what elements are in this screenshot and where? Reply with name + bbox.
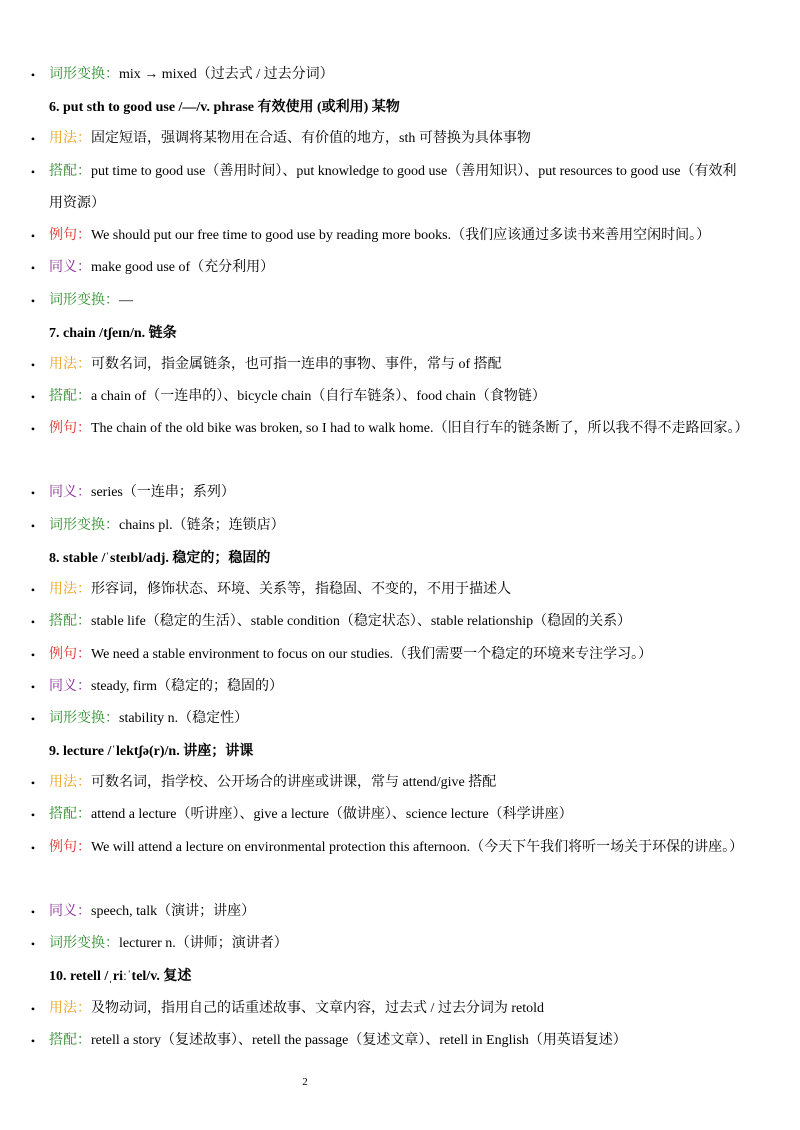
list-item — [30, 639, 749, 671]
list-item — [30, 832, 749, 864]
item-text: chains pl.（链条；连锁店） — [119, 518, 285, 533]
list-item — [30, 413, 749, 445]
bullet-icon: • — [30, 1034, 36, 1048]
collocation-label: 搭配： — [49, 614, 91, 629]
item-text: speech, talk（演讲；讲座） — [91, 904, 256, 919]
bullet-icon: • — [30, 390, 36, 404]
bullet-icon: • — [30, 519, 36, 533]
example-label: 例句： — [49, 840, 91, 855]
list-item — [30, 252, 749, 284]
usage-label: 用法： — [49, 582, 91, 597]
list-item — [30, 928, 749, 960]
bullet-icon: • — [30, 776, 36, 790]
collocation-label: 搭配： — [49, 807, 91, 822]
list-item — [30, 703, 749, 735]
list-item — [30, 477, 749, 509]
bullet-icon: • — [30, 905, 36, 919]
bullet-icon: • — [30, 132, 36, 146]
word-forms-label: 词形变换： — [49, 67, 119, 82]
item-text: series（一连串；系列） — [91, 485, 235, 500]
entry-heading: 8. stable /ˈsteɪbl/adj. 稳定的；稳固的 — [49, 551, 271, 566]
word-forms-label: 词形变换： — [49, 936, 119, 951]
item-text: a chain of（一连串的）、bicycle chain（自行车链条）、food chain（食物链） — [91, 389, 546, 404]
item-text: attend a lecture（听讲座）、give a lecture（做讲座）、science lecture（科学讲座） — [91, 807, 573, 822]
list-item — [30, 896, 749, 928]
bullet-icon: • — [30, 712, 36, 726]
usage-label: 用法： — [49, 1001, 91, 1016]
bullet-icon: • — [30, 841, 36, 855]
item-text: 固定短语，强调将某物用在合适、有价值的地方，sth 可替换为具体事物 — [91, 131, 531, 146]
bullet-icon: • — [30, 294, 36, 308]
item-text: steady, firm（稳定的；稳固的） — [91, 679, 283, 694]
bullet-icon: • — [30, 808, 36, 822]
item-text: 及物动词，指用自己的话重述故事、文章内容，过去式 / 过去分词为 retold — [91, 1001, 545, 1016]
item-text: mix → mixed（过去式 / 过去分词） — [119, 67, 334, 82]
list-item — [30, 59, 749, 91]
synonym-label: 同义： — [49, 260, 91, 275]
bullet-icon: • — [30, 486, 36, 500]
entry-heading: 7. chain /tʃeɪn/n. 链条 — [49, 326, 177, 341]
synonym-label: 同义： — [49, 485, 91, 500]
synonym-label: 同义： — [49, 679, 91, 694]
item-text: stable life（稳定的生活）、stable condition（稳定状态）、stable relationship（稳固的关系） — [91, 614, 632, 629]
bullet-icon: • — [30, 648, 36, 662]
list-item — [30, 123, 749, 155]
entry-heading: 6. put sth to good use /—/v. phrase 有效使用 (或利用) 某物 — [49, 100, 400, 115]
word-forms-label: 词形变换： — [49, 518, 119, 533]
item-text: We should put our free time to good use by reading more books.（我们应该通过多读书来善用空闲时间。） — [91, 228, 711, 243]
list-item — [30, 285, 749, 317]
word-forms-label: 词形变换： — [49, 711, 119, 726]
list-item — [30, 671, 749, 703]
example-label: 例句： — [49, 647, 91, 662]
bullet-icon: • — [30, 615, 36, 629]
item-text: We need a stable environment to focus on our studies.（我们需要一个稳定的环境来专注学习。） — [91, 647, 653, 662]
list-item — [30, 993, 749, 1025]
bullet-icon: • — [30, 680, 36, 694]
collocation-label: 搭配： — [49, 1033, 91, 1048]
usage-label: 用法： — [49, 357, 91, 372]
list-item — [30, 606, 749, 638]
item-text: The chain of the old bike was broken, so I had to walk home.（旧自行车的链条断了，所以我不得不走路回家。） — [91, 421, 749, 436]
list-item — [30, 349, 749, 381]
item-text: 形容词，修饰状态、环境、关系等，指稳固、不变的，不用于描述人 — [91, 582, 511, 597]
example-label: 例句： — [49, 228, 91, 243]
item-text: We will attend a lecture on environmental protection this afternoon.（今天下午我们将听一场关于环保的讲座。） — [91, 840, 744, 855]
bullet-icon: • — [30, 937, 36, 951]
bullet-icon: • — [30, 261, 36, 275]
list-item — [30, 220, 749, 252]
bullet-icon: • — [30, 229, 36, 243]
list-item — [30, 381, 749, 413]
synonym-label: 同义： — [49, 904, 91, 919]
item-text: retell a story（复述故事）、retell the passage（复述文章）、retell in English（用英语复述） — [91, 1033, 627, 1048]
collocation-label: 搭配： — [49, 389, 91, 404]
item-text: make good use of（充分利用） — [91, 260, 275, 275]
item-text: 可数名词，指金属链条，也可指一连串的事物、事件，常与 of 搭配 — [91, 357, 502, 372]
bullet-icon: • — [30, 422, 36, 436]
bullet-icon: • — [30, 583, 36, 597]
bullet-icon: • — [30, 1002, 36, 1016]
item-text: stability n.（稳定性） — [119, 711, 249, 726]
bullet-icon: • — [30, 68, 36, 82]
page-number: 2 — [302, 1076, 308, 1088]
list-item — [30, 767, 749, 799]
item-text: — — [119, 293, 133, 308]
list-item — [30, 799, 749, 831]
list-item — [30, 1025, 749, 1057]
bullet-icon: • — [30, 165, 36, 179]
entry-heading: 10. retell /ˌriːˈtel/v. 复述 — [49, 969, 192, 984]
item-text: put time to good use（善用时间）、put knowledge to good use（善用知识）、put resources to good use（有效利用资源） — [49, 164, 737, 211]
item-text: lecturer n.（讲师；演讲者） — [119, 936, 288, 951]
bullet-icon: • — [30, 358, 36, 372]
list-item — [30, 574, 749, 606]
entry-heading: 9. lecture /ˈlektʃə(r)/n. 讲座；讲课 — [49, 744, 254, 759]
usage-label: 用法： — [49, 775, 91, 790]
example-label: 例句： — [49, 421, 91, 436]
collocation-label: 搭配： — [49, 164, 91, 179]
item-text: 可数名词，指学校、公开场合的讲座或讲课，常与 attend/give 搭配 — [91, 775, 497, 790]
list-item — [30, 156, 749, 220]
word-forms-label: 词形变换： — [49, 293, 119, 308]
usage-label: 用法： — [49, 131, 91, 146]
list-item — [30, 510, 749, 542]
